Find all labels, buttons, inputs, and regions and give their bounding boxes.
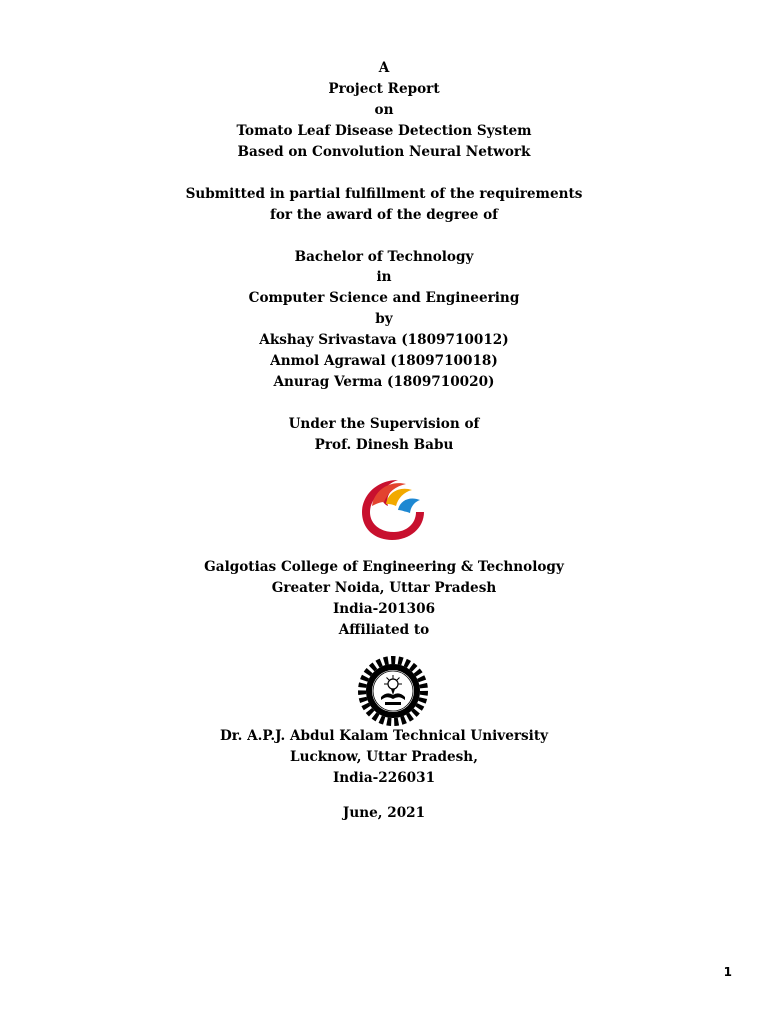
aktu-seal-icon xyxy=(357,655,429,727)
supervision-label: Under the Supervision of xyxy=(288,416,480,432)
degree-in: in xyxy=(376,269,392,285)
degree-by: by xyxy=(375,311,393,327)
title-on: on xyxy=(374,102,394,118)
submission-degree-line: for the award of the degree of xyxy=(269,207,499,223)
submission-date: June, 2021 xyxy=(342,805,426,821)
student-name: Anmol Agrawal (1809710018) xyxy=(270,353,498,369)
college-city: Greater Noida, Uttar Pradesh xyxy=(271,580,497,596)
project-title: Tomato Leaf Disease Detection System xyxy=(236,123,532,139)
student-name: Akshay Srivastava (1809710012) xyxy=(259,332,509,348)
college-name: Galgotias College of Engineering & Technology xyxy=(204,559,564,575)
university-city: Lucknow, Uttar Pradesh, xyxy=(290,749,478,765)
gct-logo-icon xyxy=(358,472,428,542)
affiliated-to: Affiliated to xyxy=(338,622,430,638)
project-subtitle: Based on Convolution Neural Network xyxy=(237,144,531,160)
student-name: Anurag Verma (1809710020) xyxy=(273,374,495,390)
university-pin: India-226031 xyxy=(332,770,436,786)
supervisor-name: Prof. Dinesh Babu xyxy=(314,437,454,453)
university-name: Dr. A.P.J. Abdul Kalam Technical University xyxy=(219,728,549,744)
title-article: A xyxy=(378,60,390,76)
page-number: 1 xyxy=(723,965,732,979)
degree-name: Bachelor of Technology xyxy=(294,249,474,265)
submission-statement: Submitted in partial fulfillment of the requirements xyxy=(185,186,583,202)
college-pin: India-201306 xyxy=(332,601,436,617)
title-report-type: Project Report xyxy=(328,81,440,97)
degree-branch: Computer Science and Engineering xyxy=(248,290,520,306)
